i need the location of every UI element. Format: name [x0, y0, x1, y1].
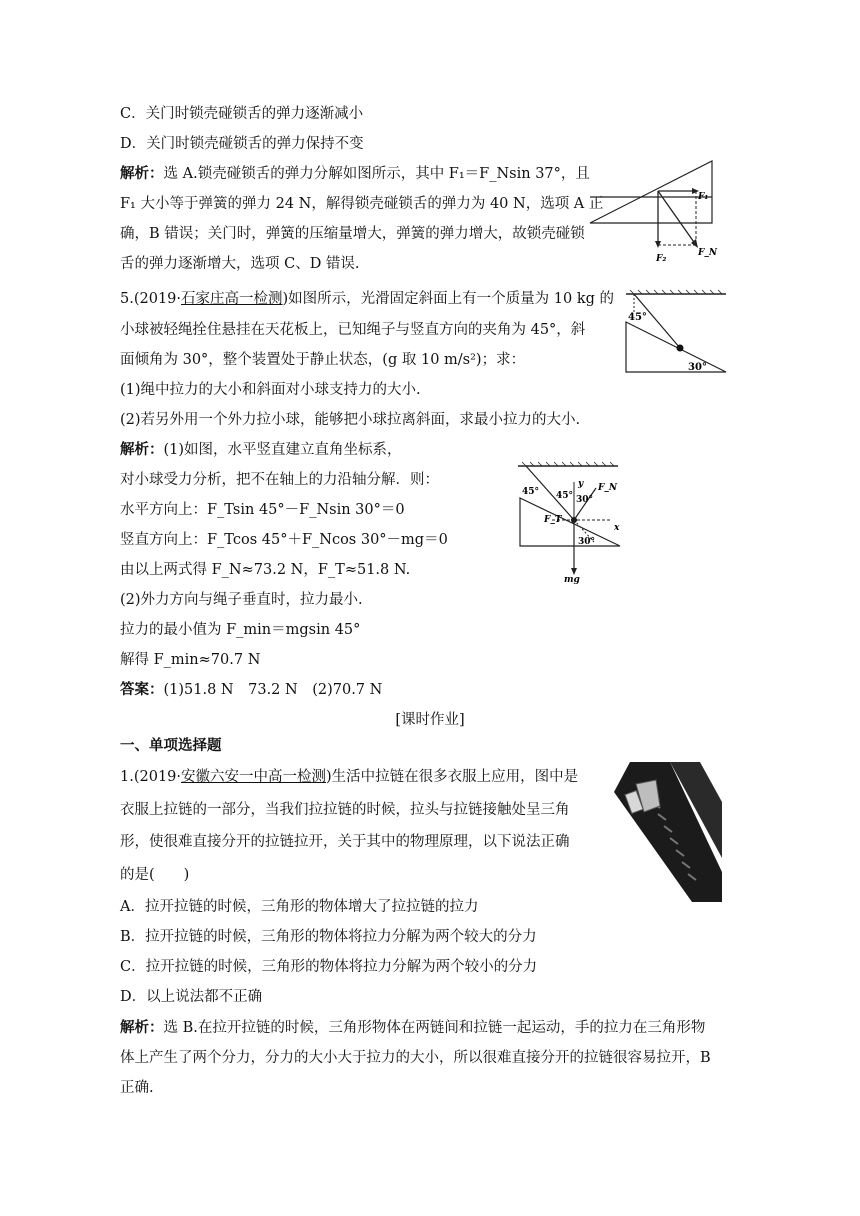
part-heading: 一、单项选择题: [120, 737, 222, 754]
fn-arrow: [658, 191, 696, 245]
option-b: B．拉开拉链的时候，三角形的物体将拉力分解为两个较大的分力: [120, 929, 537, 945]
analysis-1-line-2: F₁ 大小等于弹簧的弹力 24 N，解得锁壳碰锁舌的弹力为 40 N，选项 A 正: [120, 196, 604, 212]
option-a: A．拉开拉链的时候，三角形的物体增大了拉拉链的拉力: [120, 899, 479, 915]
angle-label: 30°: [576, 495, 594, 505]
force-analysis-diagram: [512, 460, 624, 585]
analysis-1-line-3: 确，B 错误；关门时，弹簧的压缩量增大，弹簧的弹力增大，故锁壳碰锁: [120, 226, 585, 242]
incline-ball-diagram: [622, 288, 730, 378]
angle-label: 45°: [556, 491, 574, 501]
y-label: y: [578, 479, 584, 489]
question-1-line-1: [120, 767, 578, 787]
question-1-line-2: 衣服上拉链的一部分，当我们拉拉链的时候，拉头与拉链接触处呈三角: [120, 802, 570, 818]
analysis-label: 解析：: [120, 441, 164, 458]
incline: [626, 322, 726, 372]
question-5-line-4: (1)绳中拉力的大小和斜面对小球支持力的大小.: [120, 382, 421, 398]
question-1-line-3: 形，使很难直接分开的拉链拉开，关于其中的物理原理，以下说法正确: [120, 834, 570, 850]
fn-label: F_N: [698, 248, 718, 258]
analysis-2-line-2: 对小球受力分析，把不在轴上的力沿轴分解．则：: [120, 472, 439, 488]
analysis-3-line-3: 正确.: [120, 1080, 154, 1096]
angle-label: 30°: [578, 537, 596, 547]
analysis-label: 解析：: [120, 1019, 164, 1036]
question-5-line-1: [120, 289, 614, 309]
x-label: x: [614, 523, 620, 533]
analysis-text: 选 B.在拉开拉链的时候，三角形物体在两链间和拉链一起运动，手的拉力在三角形物: [163, 1020, 706, 1036]
analysis-2-line-7: 拉力的最小值为 F_min＝mgsin 45°: [120, 622, 361, 638]
angle-45-label: 45°: [628, 312, 647, 323]
question-5-line-3: 面倾角为 30°，整个装置处于静止状态，(g 取 10 m/s²)；求：: [120, 352, 526, 368]
analysis-1-line-1: [120, 164, 590, 184]
analysis-text: 选 A.锁壳碰锁舌的弹力分解如图所示，其中 F₁＝F_Nsin 37°，且: [163, 166, 590, 182]
analysis-2-line-4: 竖直方向上：F_Tcos 45°＋F_Ncos 30°－mg＝0: [120, 532, 448, 548]
analysis-2-line-1: [120, 440, 402, 460]
lock-force-diagram: [588, 155, 736, 265]
option-d-prev: D．关门时锁壳碰锁舌的弹力保持不变: [120, 136, 364, 152]
answer-line: [120, 680, 382, 700]
analysis-text: (1)如图，水平竖直建立直角坐标系，: [163, 442, 402, 458]
question-1-line-4: 的是( ): [120, 867, 190, 883]
fn-label: F_N: [598, 483, 618, 493]
q5-prefix: 5.(2019·: [120, 291, 182, 307]
q5-source: 石家庄高一检测: [181, 291, 283, 307]
option-c-prev: C．关门时锁壳碰锁舌的弹力逐渐减小: [120, 106, 364, 122]
analysis-2-line-5: 由以上两式得 F_N≈73.2 N，F_T≈51.8 N.: [120, 562, 411, 578]
option-c: C．拉开拉链的时候，三角形的物体将拉力分解为两个较小的分力: [120, 959, 538, 975]
f1-label: F₁: [698, 192, 709, 202]
angle-30-label: 30°: [688, 362, 707, 373]
q1-source: 安徽六安一中高一检测: [181, 769, 327, 785]
analysis-2-line-6: (2)外力方向与绳子垂直时，拉力最小.: [120, 592, 363, 608]
analysis-label: 解析：: [120, 165, 164, 182]
analysis-2-line-3: 水平方向上：F_Tsin 45°－F_Nsin 30°＝0: [120, 502, 405, 518]
f2-label: F₂: [656, 254, 667, 264]
analysis-2-line-8: 解得 F_min≈70.7 N: [120, 652, 261, 668]
question-5-line-5: (2)若另外用一个外力拉小球，能够把小球拉离斜面，求最小拉力的大小.: [120, 412, 581, 428]
answer-label: 答案：: [120, 681, 164, 698]
question-5-line-2: 小球被轻绳拴住悬挂在天花板上，已知绳子与竖直方向的夹角为 45°，斜: [120, 322, 586, 338]
option-d: D．以上说法都不正确: [120, 989, 263, 1005]
answer-text: (1)51.8 N 73.2 N (2)70.7 N: [163, 682, 383, 698]
analysis-3-line-2: 体上产生了两个分力，分力的大小大于拉力的大小，所以很难直接分开的拉链很容易拉开，B: [120, 1050, 711, 1066]
mg-label: mg: [564, 575, 580, 585]
ball: [677, 345, 684, 352]
zipper-photo: [600, 762, 722, 902]
section-heading: [课时作业]: [395, 712, 465, 728]
q1-prefix: 1.(2019·: [120, 769, 182, 785]
analysis-3-line-1: [120, 1018, 705, 1038]
analysis-1-line-4: 舌的弹力逐渐增大，选项 C、D 错误.: [120, 256, 360, 272]
angle-label: 45°: [522, 487, 540, 497]
q1-text: )生活中拉链在很多衣服上应用，图中是: [326, 769, 579, 785]
ft-label: F_T: [544, 515, 562, 525]
q5-text: )如图所示，光滑固定斜面上有一个质量为 10 kg 的: [282, 291, 615, 307]
